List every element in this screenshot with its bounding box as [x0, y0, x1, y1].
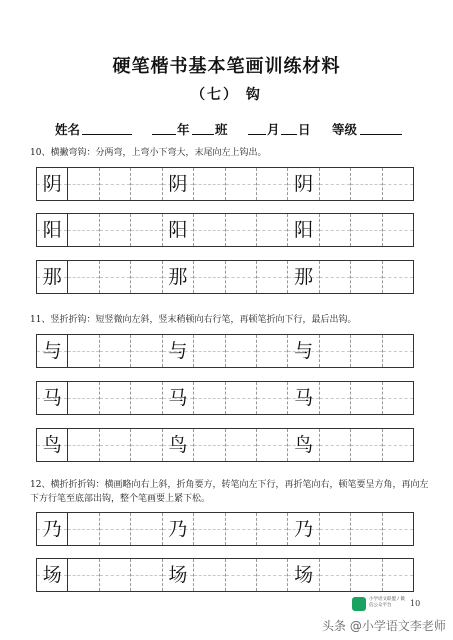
blank-cell[interactable]	[68, 168, 99, 200]
document-subtitle: （七） 钩	[191, 87, 262, 103]
blank-cell[interactable]	[320, 513, 351, 545]
model-char: 阳	[42, 219, 62, 241]
sample-cell	[288, 382, 319, 414]
watermark: 头条 @小学语文李老师	[322, 619, 446, 633]
blank-cell[interactable]	[68, 261, 99, 293]
sample-char: 阳	[294, 219, 314, 241]
blank-cell[interactable]	[226, 214, 257, 246]
blank-cell[interactable]	[351, 214, 382, 246]
sample-char: 场	[294, 564, 314, 586]
model-cell	[37, 559, 68, 591]
blank-cell[interactable]	[257, 382, 288, 414]
blank-cell[interactable]	[383, 382, 413, 414]
blank-cell[interactable]	[194, 168, 225, 200]
sample-char: 鸟	[168, 434, 188, 456]
blank-cell[interactable]	[100, 559, 131, 591]
blank-cell[interactable]	[320, 214, 351, 246]
sample-cell	[163, 261, 194, 293]
blank-cell[interactable]	[100, 335, 131, 367]
model-char: 马	[42, 387, 62, 409]
sample-char: 乃	[168, 518, 188, 540]
blank-cell[interactable]	[194, 429, 225, 461]
sample-cell	[163, 214, 194, 246]
sample-char: 马	[294, 387, 314, 409]
model-cell	[37, 382, 68, 414]
model-cell	[37, 429, 68, 461]
blank-cell[interactable]	[131, 335, 162, 367]
sample-cell	[163, 335, 194, 367]
sample-cell	[163, 382, 194, 414]
blank-cell[interactable]	[383, 214, 413, 246]
practice-row	[36, 334, 414, 368]
blank-cell[interactable]	[68, 335, 99, 367]
blank-cell[interactable]	[100, 429, 131, 461]
blank-cell[interactable]	[100, 261, 131, 293]
info-line	[0, 120, 453, 140]
blank-cell[interactable]	[257, 335, 288, 367]
model-cell	[37, 335, 68, 367]
sample-char: 鸟	[294, 434, 314, 456]
blank-cell[interactable]	[131, 382, 162, 414]
sample-char: 阴	[168, 173, 188, 195]
blank-cell[interactable]	[68, 214, 99, 246]
year-blank[interactable]	[152, 120, 176, 135]
sample-cell	[288, 513, 319, 545]
sample-char: 马	[168, 387, 188, 409]
practice-row	[36, 260, 414, 294]
model-char: 乃	[42, 518, 62, 540]
blank-cell[interactable]	[131, 559, 162, 591]
blank-cell[interactable]	[131, 214, 162, 246]
day-label: 日	[298, 122, 311, 137]
sample-cell	[163, 429, 194, 461]
blank-cell[interactable]	[194, 335, 225, 367]
model-cell	[37, 513, 68, 545]
blank-cell[interactable]	[383, 335, 413, 367]
blank-cell[interactable]	[68, 513, 99, 545]
blank-cell[interactable]	[320, 382, 351, 414]
blank-cell[interactable]	[226, 559, 257, 591]
sample-cell	[163, 168, 194, 200]
sample-char: 阴	[294, 173, 314, 195]
month-blank[interactable]	[248, 120, 266, 135]
blank-cell[interactable]	[194, 214, 225, 246]
sample-char: 与	[294, 340, 314, 362]
blank-cell[interactable]	[68, 429, 99, 461]
practice-row	[36, 428, 414, 462]
blank-cell[interactable]	[100, 513, 131, 545]
blank-cell[interactable]	[100, 214, 131, 246]
name-blank[interactable]	[82, 120, 132, 135]
instruction-12: 12、横折折折钩：横画略向右上斜，折角要方，转笔向左下行，再折笔向右，顿笔要呈方角，再向左下方行笔至底部出钩，整个笔画要上紧下松。	[30, 480, 429, 504]
blank-cell[interactable]	[320, 335, 351, 367]
sample-cell	[288, 429, 319, 461]
model-cell	[37, 214, 68, 246]
blank-cell[interactable]	[194, 559, 225, 591]
sample-cell	[288, 168, 319, 200]
blank-cell[interactable]	[194, 382, 225, 414]
blank-cell[interactable]	[100, 168, 131, 200]
brand-logo-icon	[352, 597, 366, 611]
blank-cell[interactable]	[226, 429, 257, 461]
model-cell	[37, 168, 68, 200]
blank-cell[interactable]	[131, 429, 162, 461]
blank-cell[interactable]	[383, 559, 413, 591]
sample-cell	[163, 559, 194, 591]
blank-cell[interactable]	[257, 214, 288, 246]
blank-cell[interactable]	[68, 382, 99, 414]
blank-cell[interactable]	[257, 261, 288, 293]
blank-cell[interactable]	[351, 261, 382, 293]
brand-text: 小学语文联盟 / 微信公众平台	[369, 597, 405, 608]
sample-char: 那	[294, 266, 314, 288]
day-blank[interactable]	[281, 120, 297, 135]
sample-cell	[288, 214, 319, 246]
blank-cell[interactable]	[351, 513, 382, 545]
sample-char: 阳	[168, 219, 188, 241]
model-char: 场	[42, 564, 62, 586]
blank-cell[interactable]	[100, 382, 131, 414]
blank-cell[interactable]	[351, 168, 382, 200]
year-label: 年	[177, 122, 190, 137]
sample-char: 与	[168, 340, 188, 362]
model-cell	[37, 261, 68, 293]
blank-cell[interactable]	[131, 513, 162, 545]
blank-cell[interactable]	[257, 513, 288, 545]
page-number: 10	[410, 599, 421, 608]
sample-cell	[288, 261, 319, 293]
blank-cell[interactable]	[320, 261, 351, 293]
blank-cell[interactable]	[383, 168, 413, 200]
sample-cell	[163, 513, 194, 545]
sample-char: 场	[168, 564, 188, 586]
sample-cell	[288, 335, 319, 367]
name-label: 姓名	[55, 122, 81, 137]
blank-cell[interactable]	[383, 513, 413, 545]
model-char: 阴	[42, 173, 62, 195]
blank-cell[interactable]	[226, 335, 257, 367]
blank-cell[interactable]	[351, 335, 382, 367]
blank-cell[interactable]	[226, 382, 257, 414]
blank-cell[interactable]	[226, 261, 257, 293]
blank-cell[interactable]	[257, 168, 288, 200]
practice-row	[36, 213, 414, 247]
blank-cell[interactable]	[320, 559, 351, 591]
class-label: 班	[215, 122, 228, 137]
practice-row	[36, 167, 414, 201]
model-char: 那	[42, 266, 62, 288]
blank-cell[interactable]	[68, 559, 99, 591]
grade-blank[interactable]	[360, 120, 402, 135]
instruction-11: 11、竖折折钩：短竖微向左斜，竖末稍顿向右行笔，再顿笔折向下行，最后出钩。	[30, 315, 357, 325]
blank-cell[interactable]	[351, 559, 382, 591]
practice-row	[36, 512, 414, 546]
blank-cell[interactable]	[320, 429, 351, 461]
blank-cell[interactable]	[383, 429, 413, 461]
blank-cell[interactable]	[131, 261, 162, 293]
instruction-10: 10、横撇弯钩：分两弯，上弯小下弯大，末尾向左上钩出。	[30, 148, 267, 158]
grade-label: 等级	[332, 122, 358, 137]
blank-cell[interactable]	[320, 168, 351, 200]
blank-cell[interactable]	[257, 429, 288, 461]
sample-char: 那	[168, 266, 188, 288]
month-label: 月	[267, 122, 280, 137]
blank-cell[interactable]	[226, 168, 257, 200]
practice-row	[36, 381, 414, 415]
blank-cell[interactable]	[194, 513, 225, 545]
blank-cell[interactable]	[257, 559, 288, 591]
class-blank[interactable]	[192, 120, 214, 135]
sample-cell	[288, 559, 319, 591]
blank-cell[interactable]	[383, 261, 413, 293]
model-char: 与	[42, 340, 62, 362]
blank-cell[interactable]	[351, 429, 382, 461]
blank-cell[interactable]	[131, 168, 162, 200]
blank-cell[interactable]	[226, 513, 257, 545]
model-char: 鸟	[42, 434, 62, 456]
practice-row	[36, 558, 414, 592]
document-title: 硬笔楷书基本笔画训练材料	[112, 56, 341, 77]
sample-char: 乃	[294, 518, 314, 540]
blank-cell[interactable]	[351, 382, 382, 414]
blank-cell[interactable]	[194, 261, 225, 293]
